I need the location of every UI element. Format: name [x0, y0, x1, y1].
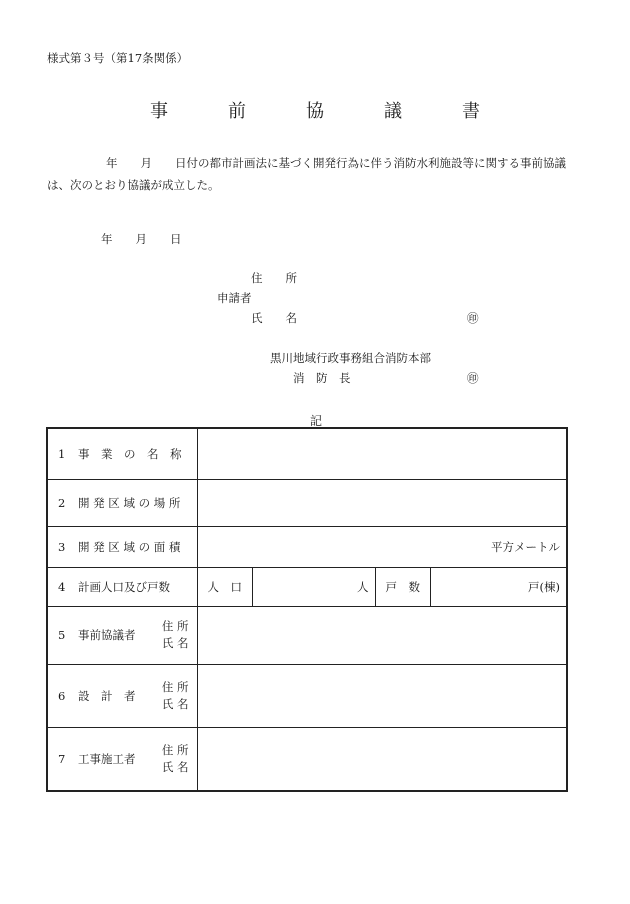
authority-org: 黒川地域行政事務組合消防本部	[270, 351, 431, 365]
applicant-role-label: 申請者	[217, 291, 252, 305]
row-number: 6	[58, 688, 66, 703]
project-name-field[interactable]	[197, 428, 567, 479]
row-label	[47, 664, 197, 727]
houses-unit: 戸(棟)	[528, 579, 560, 594]
address-sublabel: 住 所	[161, 742, 189, 757]
applicant-seal: ㊞	[467, 311, 479, 325]
chief-seal: ㊞	[467, 371, 479, 385]
row-number: 4	[58, 579, 66, 594]
row-number: 1	[58, 446, 66, 461]
label-text: 事 業 の 名 称	[78, 446, 182, 461]
applicant-name-label: 氏 名	[251, 311, 297, 325]
table-row	[47, 606, 567, 664]
table-row	[47, 526, 567, 567]
title-char: 事	[150, 101, 168, 122]
designer-field[interactable]	[197, 664, 567, 727]
name-sublabel: 氏 名	[161, 696, 189, 711]
table-row	[47, 727, 567, 791]
row-label	[47, 606, 197, 664]
table-row	[47, 567, 567, 606]
title-char: 前	[228, 101, 246, 122]
name-sublabel: 氏 名	[161, 636, 189, 650]
label-text: 工事施工者	[78, 751, 136, 766]
label-text: 設 計 者	[78, 688, 136, 703]
row-label	[47, 727, 197, 791]
label-text: 事前協議者	[78, 628, 136, 642]
population-unit: 人	[357, 579, 369, 594]
title-char: 書	[462, 101, 480, 122]
form-number: 様式第３号（第17条関係）	[47, 51, 189, 65]
consultant-field[interactable]	[197, 606, 567, 664]
row-label	[47, 479, 197, 526]
row-label	[47, 428, 197, 479]
population-label: 人 口	[197, 567, 252, 606]
date-line: 年 月 日	[101, 232, 182, 246]
consultation-table	[46, 427, 568, 792]
row-number: 2	[58, 495, 66, 510]
development-location-field[interactable]	[197, 479, 567, 526]
houses-label: 戸 数	[375, 567, 430, 606]
address-sublabel: 住 所	[161, 679, 189, 694]
houses-field[interactable]	[430, 567, 567, 606]
row-number: 7	[58, 751, 66, 766]
row-number: 3	[58, 539, 66, 554]
table-row	[47, 428, 567, 479]
population-field[interactable]	[252, 567, 375, 606]
table-row	[47, 664, 567, 727]
contractor-field[interactable]	[197, 727, 567, 791]
area-unit: 平方メートル	[491, 539, 560, 554]
label-text: 開 発 区 域 の 面 積	[78, 539, 181, 554]
intro-line-1: 年 月 日付の都市計画法に基づく開発行為に伴う消防水利施設等に関する事前協議	[106, 156, 566, 170]
table-row	[47, 479, 567, 526]
ki-mark: 記	[310, 414, 323, 428]
chief-label: 消 防 長	[293, 371, 351, 385]
development-area-field[interactable]	[197, 526, 567, 567]
label-text: 開 発 区 域 の 場 所	[78, 495, 181, 510]
applicant-address-label: 住 所	[251, 271, 297, 285]
address-sublabel: 住 所	[161, 619, 189, 633]
row-number: 5	[58, 628, 66, 642]
title-char: 協	[306, 101, 324, 122]
name-sublabel: 氏 名	[161, 759, 189, 774]
title-char: 議	[384, 101, 402, 122]
intro-paragraph	[47, 152, 587, 196]
document-title	[150, 97, 480, 123]
intro-line-2: は、次のとおり協議が成立した。	[47, 178, 220, 192]
row-label	[47, 567, 197, 606]
label-text: 計画人口及び戸数	[78, 579, 170, 594]
row-label	[47, 526, 197, 567]
